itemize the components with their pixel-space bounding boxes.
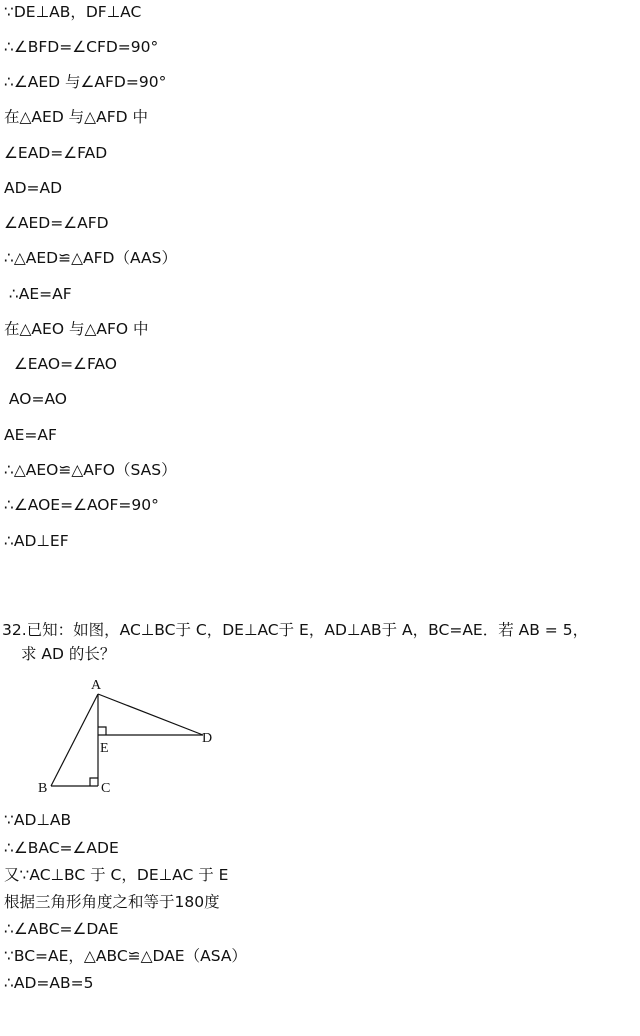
segment-ad: [98, 694, 203, 735]
label-d: D: [202, 731, 213, 746]
geometry-figure: [30, 672, 230, 802]
label-a: A: [91, 678, 102, 693]
proof-line: ∠EAD=∠FAD: [4, 144, 108, 162]
proof-line: AO=AO: [4, 390, 67, 408]
proof-line: AE=AF: [4, 426, 57, 444]
problem-line-2: [2, 643, 115, 665]
label-b: B: [38, 781, 48, 796]
proof-line: 又∵AC⊥BC 于 C，DE⊥AC 于 E: [4, 866, 229, 884]
proof-line: ∵AD⊥AB: [4, 811, 72, 829]
right-angle-mark-e: [98, 727, 106, 735]
problem-line-2-text: 求 AD 的长？: [21, 645, 116, 663]
right-angle-mark-c: [90, 778, 98, 786]
proof-line: ∴∠AED 与∠AFD=90°: [4, 73, 167, 91]
label-e: E: [100, 741, 109, 756]
proof-line: ∴∠AOE=∠AOF=90°: [4, 496, 159, 514]
proof-line: ∴∠BAC=∠ADE: [4, 839, 119, 857]
proof-line: AD=AD: [4, 179, 63, 197]
proof-line: ∠EAO=∠FAO: [4, 355, 117, 373]
proof-line: ∴AD⊥EF: [4, 532, 69, 550]
segment-ab: [51, 694, 98, 786]
proof-line: 根据三角形角度之和等于180度: [4, 893, 220, 911]
proof-line: ∵DE⊥AB，DF⊥AC: [4, 3, 142, 21]
label-c: C: [101, 781, 111, 796]
proof-line: ∴AD=AB=5: [4, 974, 94, 992]
problem-line-1: 32.已知：如图，AC⊥BC于 C，DE⊥AC于 E，AD⊥AB于 A，BC=AE．若 AB = 5，: [2, 621, 589, 639]
proof-line: 在△AEO 与△AFO 中: [4, 320, 149, 338]
proof-line: ∴△AED≌△AFD（AAS）: [4, 249, 177, 267]
proof-line: ∴∠BFD=∠CFD=90°: [4, 38, 159, 56]
proof-line: ∴∠ABC=∠DAE: [4, 920, 119, 938]
proof-line: ∴AE=AF: [4, 285, 72, 303]
proof-line: ∠AED=∠AFD: [4, 214, 109, 232]
proof-line: 在△AED 与△AFD 中: [4, 108, 148, 126]
proof-line: ∴△AEO≌△AFO（SAS）: [4, 461, 177, 479]
proof-line: ∵BC=AE，△ABC≌△DAE（ASA）: [4, 947, 247, 965]
